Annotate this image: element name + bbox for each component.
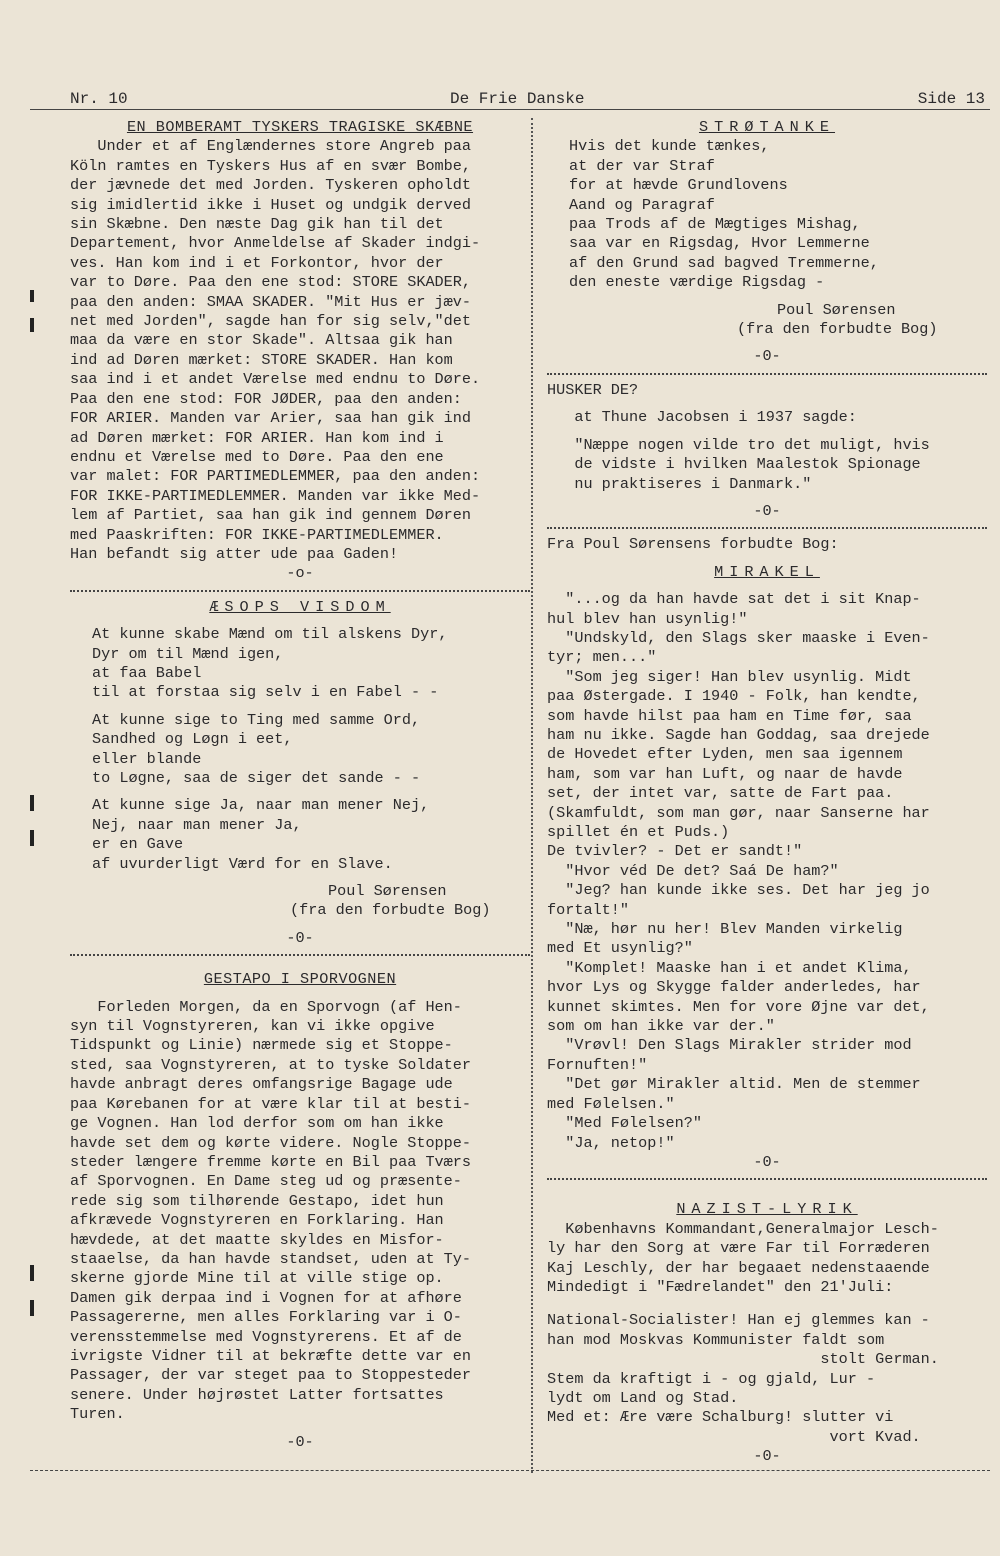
article-gestapo — [70, 962, 530, 1452]
text-line: maa da være en stor Skade". Altsaa gik han — [70, 331, 453, 350]
text-line: rede sig som tilhørende Gestapo, idet hun — [70, 1191, 444, 1210]
issue-number: Nr. 10 — [70, 90, 128, 108]
poem-line: er en Gave — [92, 835, 184, 854]
binding-mark — [30, 290, 34, 302]
text-line: "Det gør Mirakler altid. Men de stemmer — [547, 1075, 921, 1094]
poem — [547, 1311, 987, 1447]
dotted-rule — [547, 1178, 987, 1180]
binding-mark — [30, 1300, 34, 1316]
text-line: net med Jorden", sagde han for sig selv,"det — [70, 312, 472, 331]
poem-line: at der var Straf — [569, 156, 715, 175]
poem-line: Nej, naar man mener Ja, — [92, 815, 302, 834]
text-line: at Thune Jacobsen i 1937 sagde: — [547, 408, 857, 427]
text-line: lem af Partiet, saa han gik ind gennem Døren — [70, 506, 472, 525]
section-separator: -0- — [753, 1152, 781, 1171]
section-separator: -0- — [286, 1432, 314, 1451]
text-line: ham nu ikke. Sagde han Goddag, saa drejede — [547, 725, 930, 744]
section-separator: -0- — [753, 1447, 781, 1466]
poem-line: saa var en Rigsdag, Hvor Lemmerne — [569, 234, 870, 253]
dotted-rule — [547, 527, 987, 529]
text-line: hvor Lys og Skygge falder anderledes, har — [547, 978, 921, 997]
poem-line: Stem da kraftigt i - og gjald, Lur - — [547, 1369, 876, 1388]
text-line: paa Kørebanen for at være klar til at besti- — [70, 1094, 472, 1113]
poem-line: At kunne sige Ja, naar man mener Nej, — [92, 796, 430, 815]
text-line: hævdede, at det maatte skyldes en Misfor- — [70, 1230, 444, 1249]
text-line: tyr; men..." — [547, 648, 657, 667]
poem — [547, 137, 987, 292]
text-line: syn til Vognstyreren, kan vi ikke opgive — [70, 1017, 435, 1036]
article-body — [70, 998, 530, 1425]
signature: Poul Sørensen — [328, 882, 447, 901]
text-line: med Paaskriften: FOR IKKE-PARTIMEDLEMMER. — [70, 525, 444, 544]
text-line: der jævnede det med Jorden. Tyskeren opholdt — [70, 176, 472, 195]
text-line: ves. Han kom ind i et Forkontor, hvor der — [70, 253, 444, 272]
text-line: "Hvor véd De det? Saá De ham?" — [547, 861, 839, 880]
article-nazist — [547, 1186, 987, 1466]
text-line: Paa den ene stod: FOR JØDER, paa den anden: — [70, 389, 462, 408]
text-line: Københavns Kommandant,Generalmajor Lesch- — [547, 1219, 939, 1238]
poem-line: af uvurderligt Værd for en Slave. — [92, 854, 393, 873]
text-line: "Næ, hør nu her! Blev Manden virkelig — [547, 920, 903, 939]
article-title: GESTAPO I SPORVOGNEN — [203, 970, 397, 989]
poem-line: vort Kvad. — [547, 1427, 921, 1446]
text-line: "Vrøvl! Den Slags Mirakler strider mod — [547, 1036, 912, 1055]
article-aesop — [70, 598, 530, 949]
poem-line: Dyr om til Mænd igen, — [92, 644, 284, 663]
text-line: fortalt!" — [547, 900, 630, 919]
text-line: sted, saa Vognstyreren, at to tyske Soldater — [70, 1055, 472, 1074]
text-line: verensstemmelse med Vognstyrerens. Et af de — [70, 1327, 462, 1346]
text-line: paa den anden: SMAA SKADER. "Mit Hus er jæv- — [70, 292, 472, 311]
text-line: med Et usynlig?" — [547, 939, 693, 958]
quote-line: "Næppe nogen vilde tro det muligt, hvis — [547, 435, 930, 454]
text-line: med Følelsen." — [547, 1094, 675, 1113]
text-line: Under et af Englændernes store Angreb paa — [70, 137, 472, 156]
binding-mark — [30, 318, 34, 332]
poem-line: paa Trods af de Mægtiges Mishag, — [569, 215, 861, 234]
text-line: "Jeg? han kunde ikke ses. Det har jeg jo — [547, 881, 930, 900]
poem — [70, 625, 530, 874]
signature-source: (fra den forbudte Bog) — [290, 901, 491, 920]
text-line: ge Vognen. Han lod derfor som om han ikke — [70, 1114, 444, 1133]
text-line: steder længere fremme kørte en Bil paa Tværs — [70, 1152, 472, 1171]
article-body — [70, 137, 530, 564]
header-rule — [30, 109, 990, 110]
quote-line: nu praktiseres i Danmark." — [547, 474, 812, 493]
text-line: Han befandt sig atter ude paa Gaden! — [70, 544, 399, 563]
text-line: Damen gik derpaa ind i Vognen for at afhøre — [70, 1288, 462, 1307]
text-line: spillet én et Puds.) — [547, 823, 730, 841]
left-column — [70, 118, 530, 1452]
poem-line: den eneste værdige Rigsdag - — [569, 273, 825, 292]
text-line: Kaj Leschly, der har begaaet nedenstaaende — [547, 1258, 930, 1277]
text-line: Mindedigt i "Fædrelandet" den 21'Juli: — [547, 1277, 894, 1296]
poem-line: Aand og Paragraf — [569, 195, 715, 214]
text-line: (Skamfuldt, som man gør, naar Sanserne har — [547, 803, 930, 822]
binding-mark — [30, 795, 34, 811]
text-line: Fornuften!" — [547, 1055, 648, 1074]
text-line: FOR IKKE-PARTIMEDLEMMER. Manden var ikke Med- — [70, 486, 481, 505]
signature-source: (fra den forbudte Bog) — [737, 320, 938, 339]
poem-line: at faa Babel — [92, 663, 202, 682]
text-line: Passagererne, men alles Forklaring var i O- — [70, 1308, 462, 1327]
text-line: som havde hilst paa ham en Time før, saa — [547, 706, 912, 725]
text-line: Forleden Morgen, da en Sporvogn (af Hen- — [70, 997, 462, 1016]
right-column — [547, 118, 987, 1467]
text-line: staaelse, da han havde standset, uden at Ty- — [70, 1249, 472, 1268]
article-mirakel — [547, 535, 987, 1172]
article-title: HUSKER DE? — [547, 380, 639, 399]
quote-line: de vidste i hvilken Maalestok Spionage — [547, 455, 921, 474]
dotted-rule — [70, 954, 530, 956]
binding-mark — [30, 830, 34, 846]
text-line: "Undskyld, den Slags sker maaske i Even- — [547, 628, 930, 647]
text-line: ham, som var han Luft, og naar de havde — [547, 764, 903, 783]
poem-line: for at hævde Grundlovens — [569, 176, 788, 195]
poem-line: Med et: Ære være Schalburg! slutter vi — [547, 1408, 894, 1427]
text-line: De tvivler? - Det er sandt!" — [547, 842, 803, 861]
binding-mark — [30, 1265, 34, 1281]
article-title: EN BOMBERAMT TYSKERS TRAGISKE SKÆBNE — [126, 118, 474, 136]
section-separator: -0- — [753, 347, 781, 366]
text-line: "Ja, netop!" — [547, 1133, 675, 1152]
poem-line: eller blande — [92, 749, 202, 768]
poem-line: National-Socialister! Han ej glemmes kan - — [547, 1311, 930, 1330]
text-line: var malet: FOR PARTIMEDLEMMER, paa den anden: — [70, 467, 481, 486]
poem-line: At kunne sige to Ting med samme Ord, — [92, 710, 421, 729]
source-line: Fra Poul Sørensens forbudte Bog: — [547, 535, 839, 554]
text-line: senere. Under højrøstet Latter fortsattes — [70, 1385, 444, 1404]
poem-line: stolt German. — [547, 1350, 939, 1369]
article-title: ÆSOPS VISDOM — [209, 597, 391, 616]
text-line: endnu et Værelse med to Døre. Paa den ene — [70, 447, 444, 466]
text-line: Passager, der var steget paa to Stoppesteder — [70, 1366, 472, 1385]
section-separator: -0- — [286, 928, 314, 947]
dotted-rule — [70, 590, 530, 592]
signature: Poul Sørensen — [777, 300, 896, 319]
paper-name: De Frie Danske — [450, 90, 585, 108]
text-line: Turen. — [70, 1405, 125, 1424]
article-body — [547, 590, 987, 1153]
text-line: set, der intet var, satte de Fart paa. — [547, 784, 894, 803]
article-husker — [547, 381, 987, 521]
text-line: kunnet skimtes. Men for vore Øjne var det, — [547, 997, 930, 1016]
text-line: paa Østergade. I 1940 - Folk, han kendte, — [547, 687, 921, 706]
text-line: de Hovedet efter Lyden, men saa igennem — [547, 745, 903, 764]
text-line: ivrigste Vidner til at bekræfte dette var en — [70, 1346, 472, 1365]
text-line: Tidspunkt og Linie) nærmede sig et Stoppe- — [70, 1036, 453, 1055]
article-body — [547, 1220, 987, 1298]
article-title: STRØTANKE — [698, 118, 836, 136]
section-separator: -o- — [286, 564, 314, 583]
dotted-rule — [547, 373, 987, 375]
text-line: som om han ikke var der." — [547, 1017, 775, 1036]
page-number: Side 13 — [917, 90, 985, 108]
text-line: sin Skæbne. Den næste Dag gik han til det — [70, 215, 444, 234]
text-line: Köln ramtes en Tyskers Hus af en svær Bombe, — [70, 156, 472, 175]
text-line: afkrævede Vognstyreren en Forklaring. Han — [70, 1211, 444, 1230]
text-line: saa ind i et andet Værelse med endnu to Døre. — [70, 370, 481, 389]
text-line: ind ad Døren mærket: STORE SKADER. Han kom — [70, 350, 453, 369]
article-strotanke — [547, 118, 987, 367]
text-line: havde set dem og kørte videre. Nogle Stoppe- — [70, 1133, 472, 1152]
article-bomb — [70, 118, 530, 584]
poem-line: til at forstaa sig selv i en Fabel - - — [92, 683, 439, 702]
poem-line: af den Grund sad bagved Tremmerne, — [569, 253, 879, 272]
text-line: ly har den Sorg at være Far til Forræderen — [547, 1239, 930, 1258]
text-line: ad Døren mærket: FOR ARIER. Han kom ind i — [70, 428, 444, 447]
text-line: hul blev han usynlig!" — [547, 609, 748, 628]
text-line: "Med Følelsen?" — [547, 1114, 702, 1133]
text-line: var to Døre. Paa den ene stod: STORE SKADER, — [70, 273, 472, 292]
section-separator: -0- — [753, 501, 781, 520]
text-line: "Komplet! Maaske han i et andet Klima, — [547, 958, 912, 977]
text-line: havde anbragt deres omfangsrige Bagage ude — [70, 1075, 453, 1094]
column-divider — [531, 118, 533, 1473]
text-line: FOR ARIER. Manden var Arier, saa han gik ind — [70, 409, 472, 428]
text-line: sig imidlertid ikke i Huset og undgik derved — [70, 195, 472, 214]
poem-line: lydt om Land og Stad. — [547, 1388, 739, 1407]
text-line: "Som jeg siger! Han blev usynlig. Midt — [547, 667, 912, 686]
article-title: NAZIST-LYRIK — [676, 1200, 858, 1219]
bottom-rule — [30, 1470, 990, 1471]
article-title: MIRAKEL — [714, 562, 820, 581]
text-line: Departement, hvor Anmeldelse af Skader indgi- — [70, 234, 481, 253]
text-line: skerne gjorde Mine til at ville stige op. — [70, 1269, 444, 1288]
poem-line: Sandhed og Løgn i eet, — [92, 730, 293, 749]
poem-line: han mod Moskvas Kommunister faldt som — [547, 1330, 885, 1349]
poem-line: Hvis det kunde tænkes, — [569, 137, 770, 156]
text-line: "...og da han havde sat det i sit Knap- — [547, 590, 921, 609]
poem-line: At kunne skabe Mænd om til alskens Dyr, — [92, 625, 448, 644]
text-line: af Sporvognen. En Dame steg ud og præsente- — [70, 1172, 462, 1191]
poem-line: to Løgne, saa de siger det sande - - — [92, 769, 421, 787]
